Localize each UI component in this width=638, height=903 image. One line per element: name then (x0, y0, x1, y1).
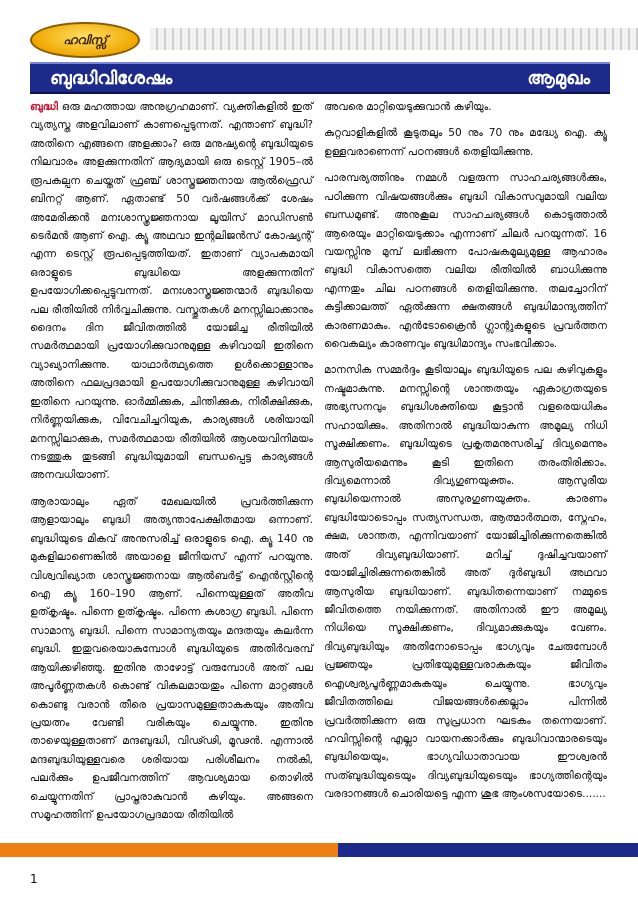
footer-band (0, 843, 638, 857)
paragraph: മാനസിക സമ്മർദ്ദം കൂടിയാലും ബുദ്ധിയുടെ പല കഴിവുകളും നഷ്ടമാകുന്നു. മനസ്സിന്റെ ശാന്തതയും ഏകാഗ്രതയുടെ അഭ്യസനവും ബുദ്ധിശക്തിയെ കൂട്ടാൻ വളരെയധികം സഹായിക്കും. അതിനാൽ ബുദ്ധിയാകുന്ന അമൂല്യ നിധി സൂക്ഷിക്കണം. ബുദ്ധിയുടെ പ്രകൃതമനുസരിച്ച് ദിവ്യമെന്നും ആസുരീയമെന്നും കൂടി ഇതിനെ തരംതിരിക്കാം. ദിവ്യമെന്നാൽ ദിവ്യഗുണയുക്തം. ആസുരീയ ബുദ്ധിയെന്നാൽ അസുരഗുണയുക്തം. കാരണം ബുദ്ധിയോടൊപ്പം സത്യസന്ധത, ആത്മാർത്ഥത, സ്നേഹം, ക്ഷമ, ശാന്തത, എന്നിവയാണ് യോജിച്ചിരിക്കുന്നതെങ്കിൽ അത് ദിവ്യബുദ്ധിയാണ്. മറിച്ച് ദുഷിച്ചവയാണ് യോജിച്ചിരിക്കുന്നതെങ്കിൽ അത് ദുർബുദ്ധി അഥവാ ആസുരീയ ബുദ്ധിയാണ്. ബുദ്ധിതന്നെയാണ് നമ്മുടെ ജീവിതത്തെ നയിക്കുന്നത്. അതിനാൽ ഈ അമൂല്യ നിധിയെ സൂക്ഷിക്കണം, ദിവ്യമാക്കുകയും വേണം. ദിവ്യബുദ്ധിയും അതിനോടൊപ്പം ഭാഗ്യവും ചേരുമ്പോൾ പ്രജ്ഞയും പ്രതിഭയുമുള്ളവരാകുകയും ജീവിതം ഐശ്വര്യപൂർണ്ണമാകുകയും ചെയ്യുന്നു. ഭാഗ്യവും ജീവിതത്തിലെ വിജയങ്ങൾക്കെല്ലാം പിന്നിൽ പ്രവർത്തിക്കുന്ന ഒരു സുപ്രധാന ഘടകം തന്നെയാണ്. ഹവിസ്സിന്റെ എല്ലാ വായനക്കാർക്കും ബുദ്ധിവാന്മാരടെയും ബുദ്ധിയെയും, ഭാഗ്യവിധാതാവായ ഈശ്വരൻ സത്ബുദ്ധിയുടെയും ദിവ്യബുദ്ധിയുടെയും ഭാഗ്യത്തിന്റെയും വരദാനങ്ങൾ ചൊരിയട്ടെ എന്ന ശുഭ ആംശസയോടെ....... (324, 364, 607, 801)
page-number: 1 (30, 872, 38, 886)
section-title: ബുദ്ധിവിശേഷം (50, 67, 173, 89)
section-header (30, 62, 610, 94)
decorative-stripes (150, 28, 638, 50)
lead-word: ബുദ്ധി (30, 101, 58, 113)
paragraph: അവരെ മാറ്റിയെടുക്കുവാൻ കഴിയും. (324, 101, 492, 113)
havis-logo (30, 22, 140, 58)
paragraph: പാരമ്പര്യത്തിനും നമ്മൾ വളരുന്ന സാഹചര്യങ്ങൾക്കും, പഠിക്കുന്ന വിഷയങ്ങൾക്കും ബുദ്ധി വികാസവുമായി വലിയ ബന്ധമുണ്ട്. അനുകൂല സാഹചര്യങ്ങൾ കൊടുത്താൽ ആരെയും മാറ്റിയെടുക്കാം എന്നാണ് ചിലർ പറയുന്നത്. 16 വയസ്സിനു മുമ്പ് ലഭിക്കുന്ന പോഷകമൂല്യമുള്ള ആഹാരം ബുദ്ധി വികാസത്തെ വലിയ രീതിയിൽ ബാധിക്കുന്നു എന്നതും ചില പഠനങ്ങൾ തെളിയിക്കുന്നു. തലച്ചോറിന് കുട്ടിക്കാലത്ത് ഏൽക്കുന്ന ക്ഷതങ്ങൾ ബുദ്ധിമാന്ദ്യത്തിന് കാരണമാകും. എൻടോക്രൈൻ ഗ്ലാന്റുകളുടെ പ്രവർത്തന വൈകല്യം കാരണവും ബുദ്ധിമാന്ദ്യം സംഭവിക്കാം. (324, 172, 607, 351)
paragraph (30, 98, 313, 485)
paragraph: കുറ്റവാളികളിൽ കൂടുതലും 50 നും 70 നും മദ്ധ്യേ ഐ. ക്യൂ ഉള്ളവരാണെന്ന് പഠനങ്ങൾ തെളിയിക്കുന്നു. (324, 127, 607, 158)
masthead (0, 0, 638, 60)
left-column (30, 98, 313, 832)
section-label: ആമുഖം (527, 67, 590, 89)
logo-text: ഹവിസ്സ് (63, 32, 107, 47)
footer-band-orange (0, 843, 338, 857)
footer-band-blue (338, 843, 638, 857)
paragraph-text: ഒരു മഹത്തായ അനുഗ്രഹമാണ്. വ്യക്തികളിൽ ഇത് വ്യത്യസ്ത അളവിലാണ് കാണപ്പെടുന്നത്. എന്താണ് ബുദ്ധി? അതിനെ എങ്ങനെ അളക്കാം? ഒരു മനുഷ്യന്റെ ബുദ്ധിയുടെ നിലവാരം അളക്കുന്നതിന് ആദ്യമായി ഒരു ടെസ്റ്റ് 1905–ൽ രൂപകല്പന ചെയ്തത് ഫ്രഞ്ച് ശാസ്ത്രജ്ഞനായ ആൽഫ്രെഡ് ബിനറ്റ് ആണ്. ഏതാണ്ട് 50 വർഷങ്ങൾക്ക് ശേഷം അമേരിക്കൻ മനഃശാസ്ത്രജ്ഞനായ ലൂയിസ് മാഡിസൺ ടെർമൻ ആണ് ഐ. ക്യൂ അഥവാ ഇന്റലിജൻസ് കോഷ്യന്റ് എന്ന ടെസ്റ്റ് രൂപപ്പെടുത്തിയത്. ഇതാണ് വ്യാപകമായി ഒരാളുടെ ബുദ്ധിയെ അളക്കുന്നതിന് ഉപയോഗിക്കപ്പെട്ടുവന്നത്. മനഃശാസ്ത്രജ്ഞന്മാർ ബുദ്ധിയെ പല രീതിയിൽ നിർവ്വചിക്കുന്നു. വസ്തുതകൾ മനസ്സിലാക്കാനും ദൈനം ദിന ജീവിതത്തിൽ യോജിച്ച രീതിയിൽ സമർത്ഥമായി പ്രയോഗിക്കുവാനുമുള്ള കഴിവായി ഇതിനെ വ്യാഖ്യാനിക്കുന്നു. യാഥാർത്ഥ്യത്തെ ഉൾക്കൊള്ളാനും അതിനെ ഫലപ്രദമായി ഉപയോഗിക്കുവാനുമുള്ള കഴിവായി ഇതിനെ പറയുന്നു. ഓർമ്മിക്കുക, ചിന്തിക്കുക, നിരീക്ഷിക്കുക, നിർണ്ണയിക്കുക, വിവേചിച്ചറിയുക, കാര്യങ്ങൾ ശരിയായി മനസ്സിലാക്കുക, സമർത്ഥമായ രീതിയിൽ ആശയവിനിമയം നടത്തുക തുടങ്ങി ബുദ്ധിയുമായി ബന്ധപ്പെട്ട കാര്യങ്ങൾ അനവധിയാണ്. (30, 101, 313, 482)
right-column (324, 98, 607, 812)
paragraph: ആരായാലും ഏത് മേഖലയിൽ പ്രവർത്തിക്കുന്ന ആളായാലും ബുദ്ധി അത്യന്താപേക്ഷിതമായ ഒന്നാണ്. ബുദ്ധിയുടെ മികവ് അനുസരിച്ച് ഒരാളുടെ ഐ. ക്യൂ 140 നു മുകളിലാണെങ്കിൽ അയാളെ ജീനിയസ് എന്ന് പറയുന്നു. വിശ്വവിഖ്യാത ശാസ്ത്രജ്ഞനായ ആൽബർട്ട് ഐൻസ്റ്റീന്റെ ഐ ക്യൂ 160–190 ആണ്. പിന്നെയുള്ളത് അതീവ ഉത്കൃഷ്ടം. പിന്നെ ഉത്കൃഷ്ടം. പിന്നെ കശാഗ്ര ബുദ്ധി. പിന്നെ സാമാന്യ ബുദ്ധി. പിന്നെ സാമാന്യതയും മന്ദതയും കലർന്ന ബുദ്ധി. ഇതുവരെയാകുമ്പോൾ ബുദ്ധിയുടെ അതിർവരമ്പ് ആയിക്കഴിഞ്ഞു. ഇതിനു താഴോട്ട് വരുമ്പോൾ അത് പല അപൂർണ്ണതകൾ കൊണ്ട് വികലമായതും പിന്നെ മാറ്റങ്ങൾ കൊണ്ടു വരാൻ തീരെ പ്രയാസമുള്ളതാകുകയും അതീവ പ്രയത്നം വേണ്ടി വരികയും ചെയ്യുന്നു. ഇതിനു താഴെയുള്ളതാണ് മന്ദബുദ്ധി, വിഢ്ഢി, മൂഢൻ. എന്നാൽ മന്ദബുദ്ധിയുള്ളവരെ ശരിയായ പരിശീലനം നൽകി, പലർക്കും ഉപജീവനത്തിന് ആവശ്യമായ തൊഴിൽ ചെയ്യുന്നതിന് പ്രാപ്തരാകുവാൻ കഴിയും. അങ്ങനെ സമൂഹത്തിന് ഉപയോഗപ്രദമായ രീതിയിൽ (30, 495, 313, 822)
